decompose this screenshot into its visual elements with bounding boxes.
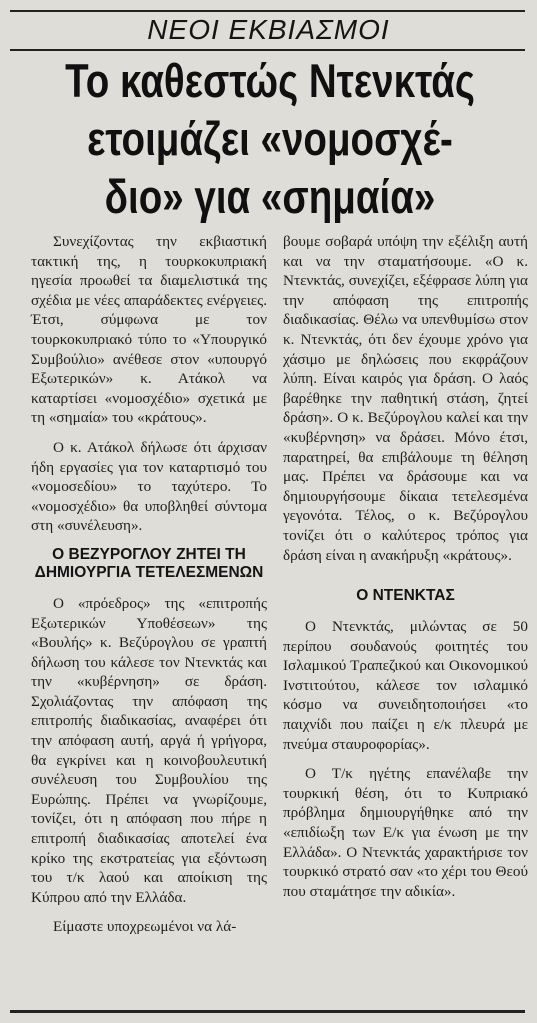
paragraph: Συνεχίζοντας την εκβιαστική τακτική της, η τουρκοκυπριακή ηγεσία προωθεί τα διαμελιστικά της σχέδια με νέες απαράδεκτες ενέργειες. Έτσι, σύμφωνα με τον τουρκοκυπριακό τύπο το «Υπουργικό Συμβούλιο» ανέθεσε στον «υπουργό Εξωτερικών» κ. Ατάκολ να καταρτίσει «νομοσχέδιο» σχετικά με τη «σημαία» του «κράτους».	[31, 233, 267, 427]
paragraph: Ο Τ/κ ηγέτης επανέλαβε την τουρκική θέση, ότι το Κυπριακό πρόβλημα δημιουργήθηκε από την «επιδίωξη των Ε/κ για ένωση με την Ελλάδα». Ο Ντενκτάς χαρακτήρισε τον τουρκικό στρατό σαν «το χέρι του Θεού που σταμάτησε την αδικία».	[283, 765, 528, 900]
left-column	[31, 232, 267, 947]
paragraph: Ο Ντενκτάς, μιλώντας σε 50 περίπου σουδανούς φοιτητές του Ισλαμικού Τραπεζικού και Οικονομικού Ινστιτούτου, κάλεσε τον ισλαμικό κόσμο να συνειδητοποιήσει «το παιχνίδι που παίζει η ε/κ πλευρά με πνεύμα σταυροφορίας».	[283, 618, 528, 753]
subheading: Ο ΝΤΕΝΚΤΑΣ	[356, 587, 455, 605]
bottom-rule	[10, 1010, 525, 1013]
headline-line: ετοιμάζει «νομοσχέ-	[87, 112, 453, 165]
headline-line: διο» για «σημαία»	[104, 170, 436, 223]
paragraph: βουμε σοβαρά υπόψη την εξέλιξη αυτή και να την σταματήσουμε. «Ο κ. Ντενκτάς, συνεχίζει, εξέφρασε λύπη για την απόφαση της επιτροπής διαδικασίας. Θέλω να υπενθυμίσω στον κ. Ντενκτάς, ότι δεν έχουμε χρόνο για χάσιμο με δηλώσεις που εκφράζουν λύπη. Είναι καιρός για δράση. Ο λαός βαρέθηκε την παθητική στάση, ζητεί δράση». Ο κ. Βεζύρογλου καλεί και την «κυβέρνηση» να δράσει. Μόνο έτσι, παρατηρεί, θα επιβάλουμε τη θέληση μας. Πρέπει να δράσουμε και να δημιουργήσουμε δίκαια τετελεσμένα γεγονότα. Τέλος, ο κ. Βεζύρογλου τονίζει ότι ο καλύτερος τρόπος για δράση είναι η ανακήρυξη «κράτους».	[283, 233, 528, 564]
headline	[65, 52, 475, 226]
paragraph: Ο κ. Ατάκολ δήλωσε ότι άρχισαν ήδη εργασίες για τον καταρτισμό του «νομοσεδίου» το ταχύτερο. Το «νομοσχέδιο» θα υποβληθεί σύντομα στη «συνέλευση».	[31, 438, 267, 535]
headline-line: Το καθεστώς Ντενκτάς	[65, 54, 475, 107]
top-rule	[10, 10, 525, 12]
kicker-rule	[10, 49, 525, 51]
paragraph: Ο «πρόεδρος» της «επιτροπής Εξωτερικών Υποθέσεων» της «Βουλής» κ. Βεζύρογλου σε γραπτή δήλωση του κάλεσε τον Ντενκτάς και την «κυβέρνηση» σε δράση. Σχολιάζοντας την απόφαση της επιτροπής διαδικασίας, αναφέρει ότι την απόφαση αυτή, αργά ή γρήγορα, θα εγκρίνει και η κοινοβουλευτική συνέλευση του Συμβουλίου της Ευρώπης. Πρέπει να γνωρίζουμε, τονίζει, ότι η απόφαση που πήρε η επιτροπή διαδικασίας αποτελεί ένα κρίκο της εκστρατείας για εξόντωση του τ/κ λαού και αποίκιση της Κύπρου από την Ελλάδα.	[31, 594, 267, 906]
right-column	[283, 232, 528, 911]
kicker-label: ΝΕΟΙ ΕΚΒΙΑΣΜΟΙ	[147, 14, 390, 45]
paragraph: Είμαστε υποχρεωμένοι να λά-	[53, 918, 237, 936]
subheading: Ο ΒΕΖΥΡΟΓΛΟΥ ΖΗΤΕΙ ΤΗ ΔΗΜΙΟΥΡΓΙΑ ΤΕΤΕΛΕΣΜΕΝΩΝ	[34, 545, 264, 581]
